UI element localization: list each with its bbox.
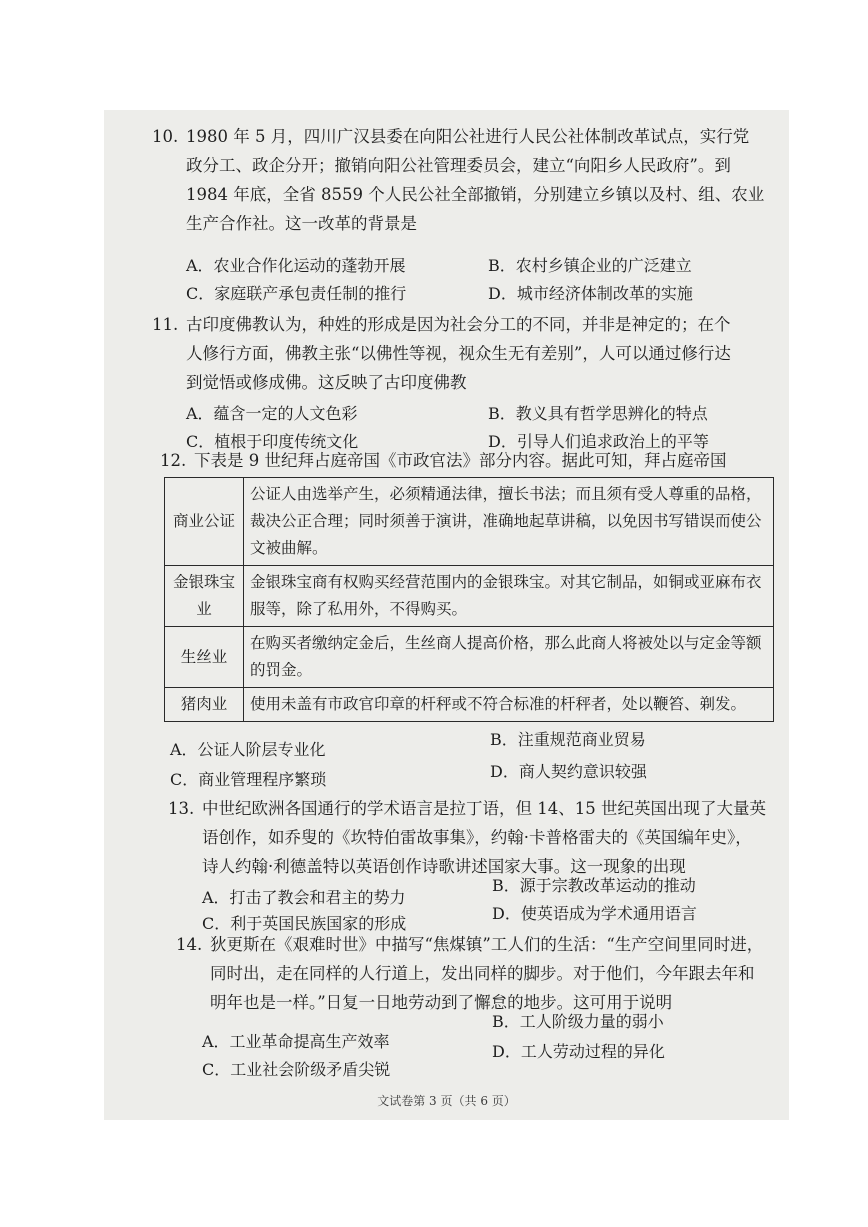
option-d[interactable]: D．商人契约意识较强 (490, 762, 647, 781)
question-stem-line: 生产合作社。这一改革的背景是 (186, 214, 417, 233)
table-row (165, 688, 774, 722)
options-row (202, 874, 782, 907)
question-stem-line: 古印度佛教认为，种姓的形成是因为社会分工的不同，并非是神定的；在个 (186, 315, 731, 334)
option-b[interactable]: B．工人阶级力量的弱小 (492, 1012, 664, 1031)
options-row (186, 282, 786, 306)
exam-page (104, 110, 789, 1120)
option-a[interactable]: A．打击了教会和君主的势力 (202, 888, 406, 907)
table-content-cell: 使用未盖有市政官印章的杆秤或不符合标准的杆秤者，处以鞭笞、剃发。 (244, 688, 774, 722)
regulation-table (164, 477, 774, 722)
question-14 (176, 930, 786, 1017)
question-13 (168, 794, 783, 881)
option-d[interactable]: D．城市经济体制改革的实施 (488, 284, 693, 303)
question-number: 13. (168, 799, 195, 818)
question-stem-line: 中世纪欧洲各国通行的学术语言是拉丁语，但 14、15 世纪英国出现了大量英 (202, 799, 766, 818)
options-row (202, 1040, 782, 1079)
table-row (165, 478, 774, 566)
question-number: 11. (152, 315, 179, 334)
question-stem-line: 下表是 9 世纪拜占庭帝国《市政官法》部分内容。据此可知，拜占庭帝国 (194, 451, 727, 470)
question-11 (152, 310, 777, 397)
option-b[interactable]: B．注重规范商业贸易 (490, 730, 646, 749)
options-row (186, 402, 786, 426)
option-c[interactable]: C．植根于印度传统文化 (186, 432, 359, 451)
option-b[interactable]: B．农村乡镇企业的广泛建立 (488, 256, 692, 275)
options-row (170, 760, 770, 789)
table-category-cell: 猪肉业 (165, 688, 244, 722)
table-content-cell: 在购买者缴纳定金后，生丝商人提高价格，那么此商人将被处以与定金等额的罚金。 (244, 627, 774, 688)
table-row (165, 566, 774, 627)
option-d[interactable]: D．使英语成为学术通用语言 (492, 904, 697, 923)
question-number: 12. (160, 451, 187, 470)
question-stem-line: 1984 年底，全省 8559 个人民公社全部撤销，分别建立乡镇以及村、组、农业 (186, 185, 765, 204)
question-10 (152, 122, 777, 238)
option-c[interactable]: C．商业管理程序繁琐 (170, 770, 327, 789)
option-c[interactable]: C．家庭联产承包责任制的推行 (186, 284, 407, 303)
question-stem-line: 同时出，走在同样的人行道上，发出同样的脚步。对于他们，今年跟去年和 (210, 964, 755, 983)
options-row (186, 254, 786, 278)
question-12 (160, 446, 780, 475)
question-stem-line: 政分工、政企分开；撤销向阳公社管理委员会，建立“向阳乡人民政府”。到 (186, 156, 731, 175)
table-content-cell: 金银珠宝商有权购买经营范围内的金银珠宝。对其它制品，如铜或亚麻布衣服等，除了私用外，不得购买。 (244, 566, 774, 627)
question-number: 10. (152, 127, 179, 146)
options-row (170, 728, 770, 759)
table-row (165, 627, 774, 688)
table-category-cell: 商业公证 (165, 478, 244, 566)
question-stem-line: 狄更斯在《艰难时世》中描写“焦煤镇”工人们的生活：“生产空间里同时进， (210, 935, 764, 954)
question-stem-line: 1980 年 5 月，四川广汉县委在向阳公社进行人民公社体制改革试点，实行党 (186, 127, 750, 146)
table-content-cell: 公证人由选举产生，必须精通法律，擅长书法；而且须有受人尊重的品格，裁决公正合理；同时须善于演讲，准确地起草讲稿，以免因书写错误而使公文被曲解。 (244, 478, 774, 566)
option-d[interactable]: D．引导人们追求政治上的平等 (488, 432, 709, 451)
question-stem-line: 人修行方面，佛教主张“以佛性等视，视众生无有差别”，人可以通过修行达 (186, 344, 731, 363)
page-footer: 文试卷第 3 页（共 6 页） (377, 1094, 516, 1108)
table-category-cell: 生丝业 (165, 627, 244, 688)
options-row (202, 902, 782, 933)
option-a[interactable]: A．蕴含一定的人文色彩 (186, 404, 358, 423)
question-stem-line: 明年也是一样。”日复一日地劳动到了懈怠的地步。这可用于说明 (210, 993, 673, 1012)
option-c[interactable]: C．利于英国民族国家的形成 (202, 914, 407, 933)
question-stem-line: 诗人约翰·利德盖特以英语创作诗歌讲述国家大事。这一现象的出现 (202, 857, 686, 876)
table-category-cell: 金银珠宝业 (165, 566, 244, 627)
option-a[interactable]: A．农业合作化运动的蓬勃开展 (186, 256, 406, 275)
question-number: 14. (176, 935, 203, 954)
option-b[interactable]: B．教义具有哲学思辨化的特点 (488, 404, 708, 423)
option-c[interactable]: C．工业社会阶级矛盾尖锐 (202, 1060, 391, 1079)
option-a[interactable]: A．公证人阶层专业化 (170, 740, 326, 759)
option-d[interactable]: D．工人劳动过程的异化 (492, 1042, 665, 1061)
question-stem-line: 语创作，如乔叟的《坎特伯雷故事集》，约翰·卡普格雷夫的《英国编年史》， (202, 828, 752, 847)
options-row (202, 1010, 782, 1051)
option-a[interactable]: A．工业革命提高生产效率 (202, 1032, 390, 1051)
question-stem-line: 到觉悟或修成佛。这反映了古印度佛教 (186, 373, 467, 392)
option-b[interactable]: B．源于宗教改革运动的推动 (492, 876, 696, 895)
